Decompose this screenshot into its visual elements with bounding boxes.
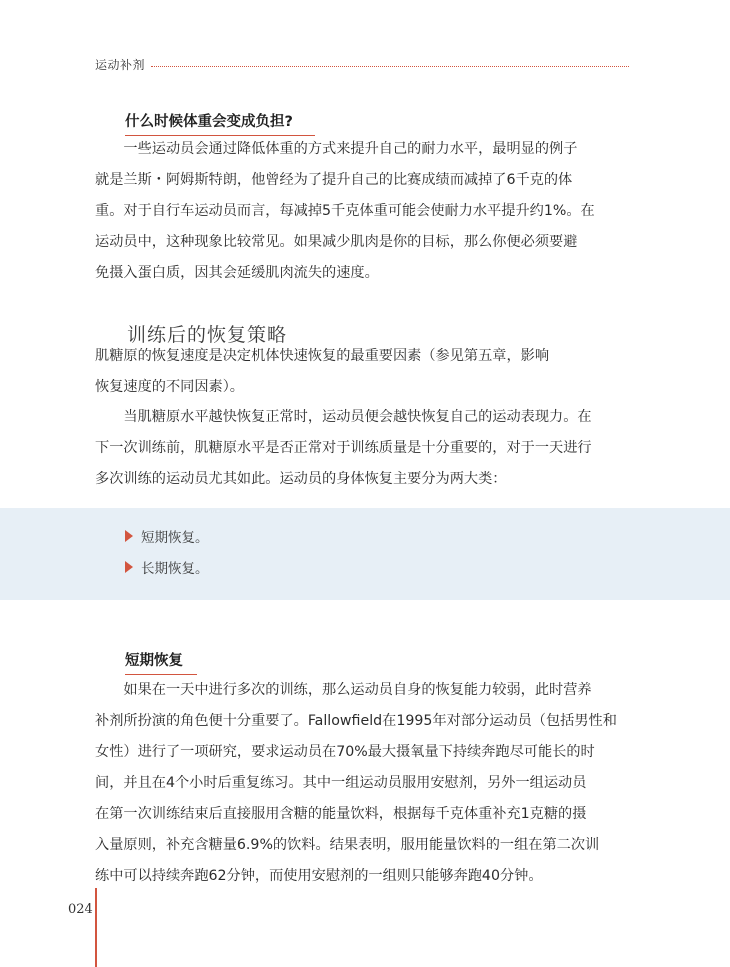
page-number: 024 xyxy=(68,902,93,917)
text-line: 入量原则，补充含糖量6.9%的饮料。结果表明，服用能量饮料的一组在第二次训 xyxy=(95,837,600,853)
section-heading-short-term-recovery xyxy=(125,649,183,673)
bullet-text: 长期恢复。 xyxy=(141,561,209,577)
text-line: 间，并且在4个小时后重复练习。其中一组运动员服用安慰剂，另外一组运动员 xyxy=(95,775,587,791)
text-line: 多次训练的运动员尤其如此。运动员的身体恢复主要分为两大类： xyxy=(95,471,507,487)
bullet-text: 短期恢复。 xyxy=(141,530,209,546)
text-line: 当肌糖原水平越快恢复正常时，运动员便会越快恢复自己的运动表现力。在 xyxy=(95,409,592,425)
bullet-item xyxy=(125,557,209,577)
text-line: 就是兰斯・阿姆斯特朗，他曾经为了提升自己的比赛成绩而减掉了6千克的体 xyxy=(95,172,573,188)
paragraph-weight-burden xyxy=(95,134,640,289)
section-heading-text: 什么时候体重会变成负担? xyxy=(125,114,293,130)
bullet-triangle-icon xyxy=(125,530,133,542)
text-line: 女性）进行了一项研究，要求运动员在70%最大摄氧量下持续奔跑尽可能长的时 xyxy=(95,744,595,760)
paragraph-glycogen-recovery xyxy=(95,341,640,403)
text-line: 重。对于自行车运动员而言，每减掉5千克体重可能会使耐力水平提升约1%。在 xyxy=(95,203,595,219)
bullet-list-band xyxy=(0,508,730,600)
page-margin-rule xyxy=(95,888,97,967)
section-heading-weight-burden xyxy=(125,110,293,134)
section-heading-recovery-strategy: 训练后的恢复策略 xyxy=(127,324,288,346)
header-label: 运动补剂 xyxy=(95,57,146,72)
bullet-triangle-icon xyxy=(125,561,133,573)
paragraph-short-term-recovery xyxy=(95,675,640,892)
text-line: 运动员中，这种现象比较常见。如果减少肌肉是你的目标，那么你便必须要避 xyxy=(95,234,578,250)
section-heading-text: 短期恢复 xyxy=(125,653,183,669)
text-line: 下一次训练前，肌糖原水平是否正常对于训练质量是十分重要的，对于一天进行 xyxy=(95,440,592,456)
text-line: 补剂所扮演的角色便十分重要了。Fallowfield在1995年对部分运动员（包括男性和 xyxy=(95,713,617,729)
text-line: 免摄入蛋白质，因其会延缓肌肉流失的速度。 xyxy=(95,265,379,281)
text-line: 练中可以持续奔跑62分钟，而使用安慰剂的一组则只能够奔跑40分钟。 xyxy=(95,868,543,884)
bullet-item xyxy=(125,526,209,546)
text-line: 恢复速度的不同因素）。 xyxy=(95,379,244,395)
text-line: 肌糖原的恢复速度是决定机体快速恢复的最重要因素（参见第五章，影响 xyxy=(95,348,550,364)
text-line: 一些运动员会通过降低体重的方式来提升自己的耐力水平，最明显的例子 xyxy=(95,141,578,157)
text-line: 如果在一天中进行多次的训练，那么运动员自身的恢复能力较弱，此时营养 xyxy=(95,682,592,698)
running-header xyxy=(95,56,629,72)
paragraph-recovery-types xyxy=(95,402,640,495)
header-dotted-rule xyxy=(151,66,629,67)
text-line: 在第一次训练结束后直接服用含糖的能量饮料，根据每千克体重补充1克糖的摄 xyxy=(95,806,587,822)
